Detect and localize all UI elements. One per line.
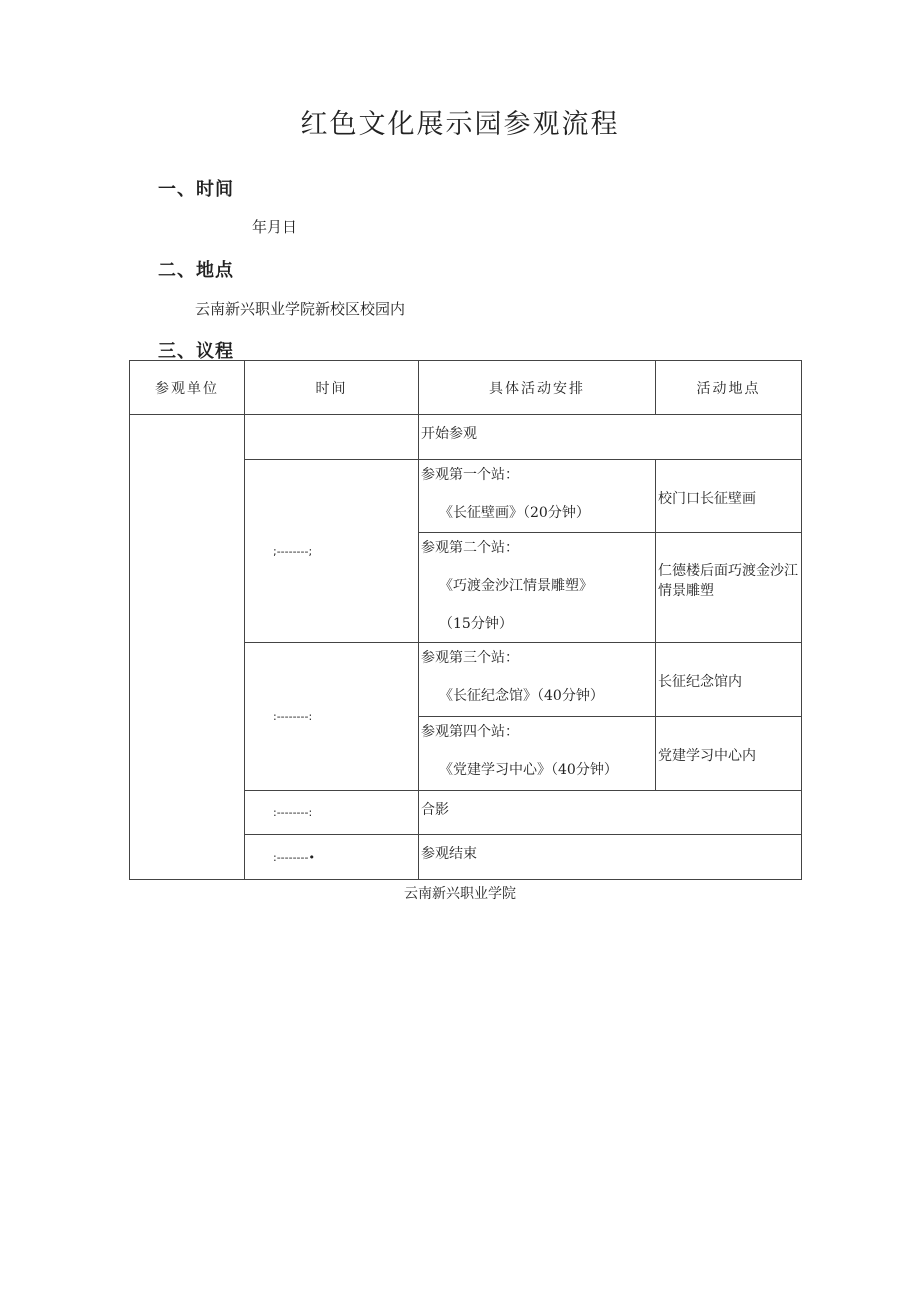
time-cell-group1: ;--------; — [245, 460, 419, 643]
location-station1: 校门口长征壁画 — [656, 460, 802, 533]
station4-label: 参观第四个站： — [421, 724, 519, 740]
time-cell-end: :--------• — [245, 835, 419, 880]
unit-cell — [130, 415, 245, 880]
page-title: 红色文化展示园参观流程 — [300, 109, 620, 140]
activity-photo: 合影 — [419, 791, 802, 835]
activity-station3 — [419, 643, 656, 717]
activity-station2 — [419, 533, 656, 643]
time-value: 年月日 — [252, 218, 298, 236]
station4-detail: 《党建学习中心》（40分钟） — [439, 762, 618, 778]
activity-end: 参观结束 — [419, 835, 802, 880]
station1-detail: 《长征壁画》（20分钟） — [439, 505, 590, 521]
activity-station4 — [419, 717, 656, 791]
header-location: 活动地点 — [656, 361, 802, 415]
location-station4: 党建学习中心内 — [656, 717, 802, 791]
agenda-table — [129, 360, 802, 880]
agenda-heading: 三、议程 — [158, 341, 234, 362]
header-activity: 具体活动安排 — [419, 361, 656, 415]
activity-start: 开始参观 — [419, 415, 802, 460]
location-station3: 长征纪念馆内 — [656, 643, 802, 717]
time-cell-group2: :--------: — [245, 643, 419, 791]
header-time: 时间 — [245, 361, 419, 415]
station3-label: 参观第三个站： — [421, 650, 519, 666]
place-value: 云南新兴职业学院新校区校园内 — [195, 300, 406, 318]
station1-label: 参观第一个站： — [421, 467, 519, 483]
station2-label: 参观第二个站： — [421, 540, 519, 556]
time-cell-start — [245, 415, 419, 460]
footer-organization: 云南新兴职业学院 — [404, 886, 516, 902]
time-cell-photo: :--------: — [245, 791, 419, 835]
place-heading: 二、地点 — [158, 260, 234, 281]
station2-duration: （15分钟） — [439, 616, 513, 632]
activity-station1 — [419, 460, 656, 533]
time-heading: 一、时间 — [158, 179, 234, 200]
station2-detail: 《巧渡金沙江情景雕塑》 — [439, 578, 593, 594]
location-station2: 仁德楼后面巧渡金沙江情景雕塑 — [656, 533, 802, 643]
station3-detail: 《长征纪念馆》（40分钟） — [439, 688, 604, 704]
table-row — [130, 415, 802, 460]
header-unit: 参观单位 — [130, 361, 245, 415]
table-header-row — [130, 361, 802, 415]
